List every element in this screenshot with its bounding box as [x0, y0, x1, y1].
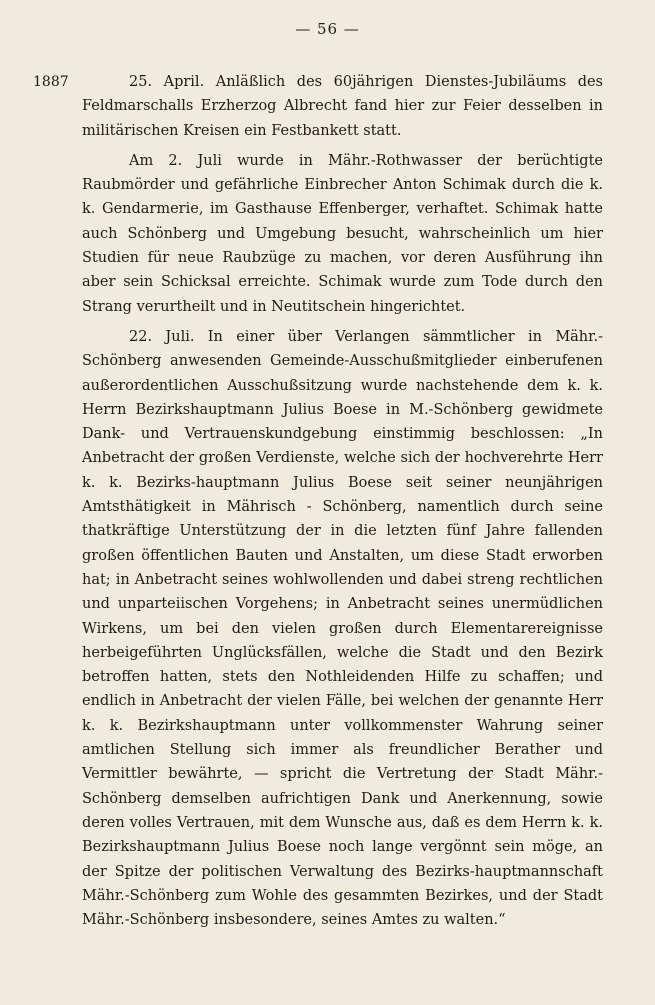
paragraph-resolution: 22. Juli. In einer über Verlangen sämmtlicher in Mähr.-Schönberg anwesenden Gemeinde-Ausschußmitglieder einberufenen außerordentlichen Ausschußsitzung wurde nachstehende dem k. k. Herrn Bezirkshauptmann Julius Boese in M.-Schönberg gewidmete Dank- und Vertrauenskundgebung einstimmig beschlossen: „In Anbetracht der großen Verdienste, welche sich der hochverehrte Herr k. k. Bezirks-hauptmann Julius Boese seit seiner neunjährigen Amtsthätigkeit in Mährisch - Schönberg, namentlich durch seine thatkräftige Unterstützung der in die letzten fünf Jahre fallenden großen öffentlichen Bauten und Anstalten, um diese Stadt erworben hat; in Anbetracht seines wohlwollenden und dabei streng rechtlichen und unparteiischen Vorgehens; in Anbetracht seines unermüdlichen Wirkens, um bei den vielen großen durch Elementarereignisse herbeigeführten Unglücksfällen, welche die Stadt und den Bezirk betroffen hatten, stets den Nothleidenden Hilfe zu schaffen; und endlich in Anbetracht der vielen Fälle, bei welchen der genannte Herr k. k. Bezirkshauptmann unter vollkommenster Wahrung seiner amtlichen Stellung sich immer als freundlicher Berather und Vermittler bewährte, — spricht die Vertretung der Stadt Mähr.-Schönberg demselben aufrichtigen Dank und Anerkennung, sowie deren volles Vertrauen, mit dem Wunsche aus, daß es dem Herrn k. k. Bezirkshauptmann Julius Boese noch lange vergönnt sein möge, an der Spitze der politischen Verwaltung des Bezirks-hauptmannschaft Mähr.-Schönberg zum Wohle des gesammten Bezirkes, und der Stadt Mähr.-Schönberg insbesondere, seines Amtes zu walten.“: [82, 328, 603, 929]
margin-year: 1887: [33, 74, 69, 90]
paragraph-jubilee: 25. April. Anläßlich des 60jährigen Dienstes-Jubiläums des Feldmarschalls Erzherzog Albrecht fand hier zur Feier desselben in militärischen Kreisen ein Festbankett statt.: [82, 74, 603, 139]
page-number: — 56 —: [295, 20, 360, 38]
body-text: [82, 70, 603, 932]
paragraph-arrest: Am 2. Juli wurde in Mähr.-Rothwasser der berüchtigte Raubmörder und gefährliche Einbrecher Anton Schimak durch die k. k. Gendarmerie, im Gasthause Effenberger, verhaftet. Schimak hatte auch Schönberg und Umgebung besucht, wahrscheinlich um hier Studien für neue Raubzüge zu machen, vor deren Ausführung ihn aber sein Schicksal erreichte. Schimak wurde zum Tode durch den Strang verurtheilt und in Neutitschein hingerichtet.: [82, 152, 603, 315]
